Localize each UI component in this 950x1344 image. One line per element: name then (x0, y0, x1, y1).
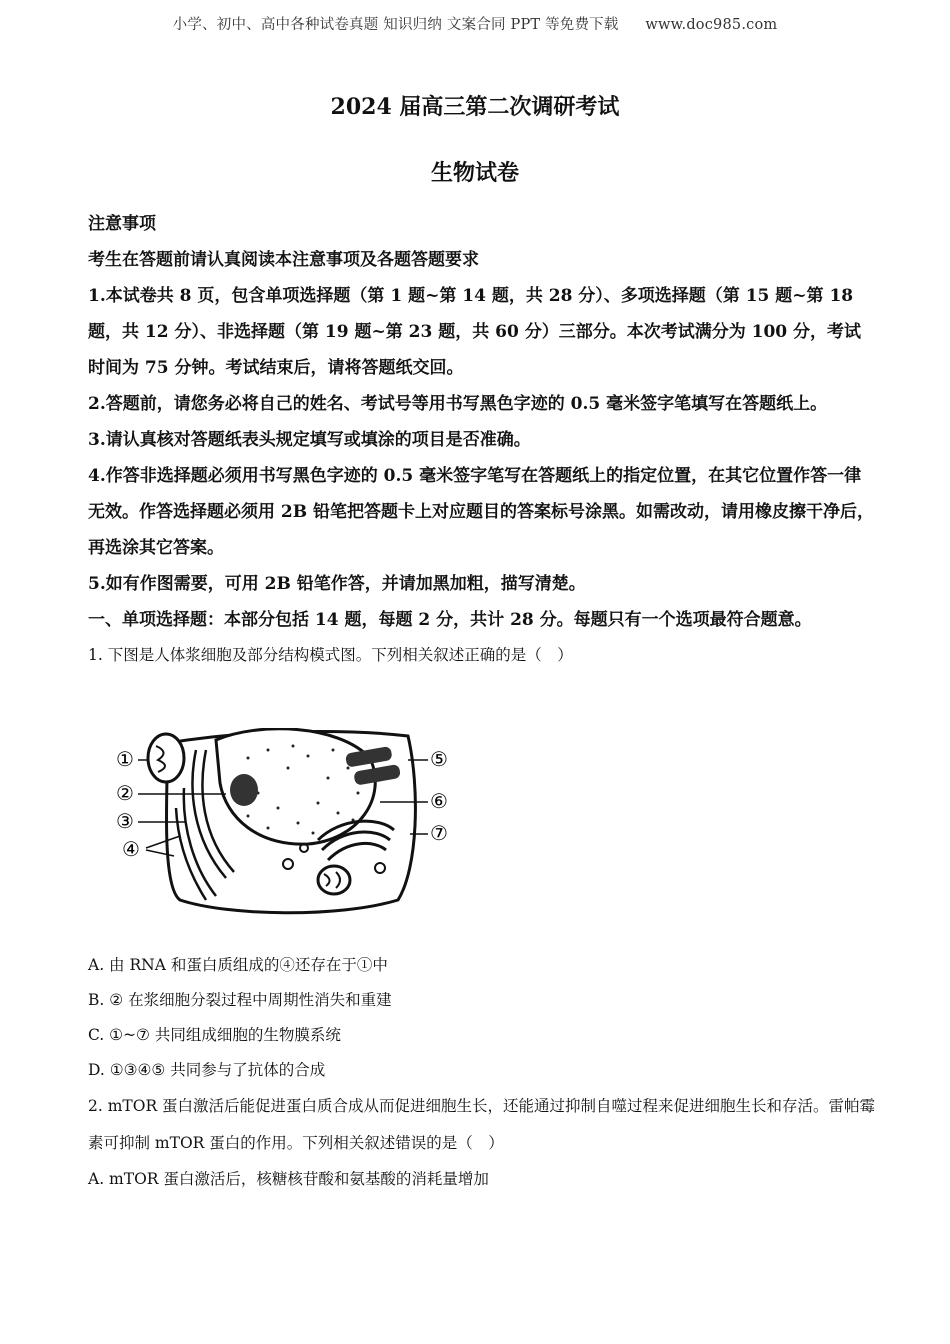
label-5: ⑤ (430, 747, 448, 771)
question-2 (88, 1088, 878, 1197)
label-6: ⑥ (430, 789, 448, 813)
notice-item-2: 2.答题前，请您务必将自己的姓名、考试号等用书写黑色字迹的 0.5 毫米签字笔填写在答题纸上。 (88, 394, 828, 414)
notice-intro: 考生在答题前请认真阅读本注意事项及各题答题要求 (88, 250, 479, 270)
label-2: ② (116, 781, 134, 805)
plasma-cell-diagram (108, 728, 458, 920)
notice-heading: 注意事项 (88, 214, 156, 234)
q1-option-a: A. 由 RNA 和蛋白质组成的④还存在于①中 (88, 956, 388, 974)
label-3: ③ (116, 809, 134, 833)
question-2-stem: 2. mTOR 蛋白激活后能促进蛋白质合成从而促进细胞生长，还能通过抑制自噬过程来促进细胞生长和存活。雷帕霉素可抑制 mTOR 蛋白的作用。下列相关叙述错误的是（ ） (88, 1097, 876, 1152)
exam-title: 2024 届高三第二次调研考试 (330, 94, 620, 120)
section-heading: 一、单项选择题：本部分包括 14 题，每题 2 分，共计 28 分。每题只有一个选项最符合题意。 (88, 610, 812, 630)
header-text: 小学、初中、高中各种试卷真题 知识归纳 文案合同 PPT 等免费下载 (172, 17, 619, 33)
question-1-stem: 1. 下图是人体浆细胞及部分结构模式图。下列相关叙述正确的是（ ） (88, 646, 573, 664)
q1-option-b: B. ② 在浆细胞分裂过程中周期性消失和重建 (88, 991, 392, 1009)
header-url[interactable]: www.doc985.com (645, 17, 778, 33)
question-1-options (88, 948, 878, 1088)
notice-item-4: 4.作答非选择题必须用书写黑色字迹的 0.5 毫米签字笔写在答题纸上的指定位置，在其它位置作答一律无效。作答选择题必须用 2B 铅笔把答题卡上对应题目的答案标号涂黑。如需改动，请用橡皮擦干净后，再选涂其它答案。 (88, 466, 875, 558)
label-4: ④ (122, 837, 140, 861)
q2-option-a: A. mTOR 蛋白激活后，核糖核苷酸和氨基酸的消耗量增加 (88, 1170, 489, 1188)
notice-item-3: 3.请认真核对答题纸表头规定填写或填涂的项目是否准确。 (88, 430, 531, 450)
notice-item-5: 5.如有作图需要，可用 2B 铅笔作答，并请加黑加粗，描写清楚。 (88, 574, 586, 594)
page-header (0, 13, 950, 34)
label-7: ⑦ (430, 821, 448, 845)
q1-option-c: C. ①~⑦ 共同组成细胞的生物膜系统 (88, 1026, 341, 1044)
notice-item-1: 1.本试卷共 8 页，包含单项选择题（第 1 题~第 14 题，共 28 分）、多项选择题（第 15 题~第 18 题，共 12 分）、非选择题（第 19 题~第 23 题，共 60 分）三部分。本次考试满分为 100 分，考试时间为 75 分钟。考试结束后，请将答题纸交回。 (88, 286, 862, 378)
exam-subtitle: 生物试卷 (430, 160, 519, 186)
notice-section (88, 206, 878, 673)
label-1: ① (116, 747, 134, 771)
q1-option-d: D. ①③④⑤ 共同参与了抗体的合成 (88, 1061, 326, 1079)
